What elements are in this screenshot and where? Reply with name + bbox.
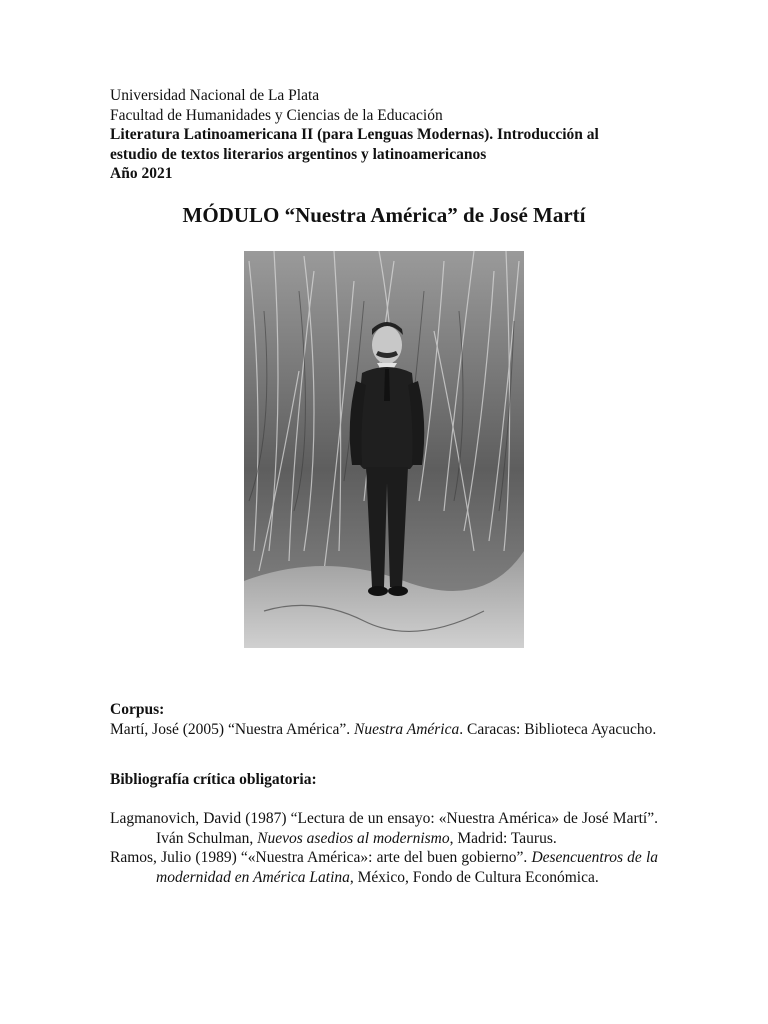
- portrait-photo: [244, 251, 524, 648]
- ref-text: Ramos, Julio (1989) “«Nuestra América»: arte del buen gobierno”.: [110, 849, 532, 866]
- module-title: MÓDULO “Nuestra América” de José Martí: [182, 203, 586, 227]
- corpus-section: [110, 700, 658, 739]
- bibliography-ref: [110, 809, 658, 848]
- bibliography-heading: Bibliografía crítica obligatoria:: [110, 771, 317, 788]
- course-title-line-2: estudio de textos literarios argentinos y latinoamericanos: [110, 145, 487, 163]
- ref-text: Martí, José (2005) “Nuestra América”.: [110, 720, 355, 738]
- course-year: Año 2021: [110, 165, 173, 182]
- university-name: Universidad Nacional de La Plata: [110, 87, 320, 104]
- bibliography-ref: [110, 848, 658, 887]
- ref-text: Lagmanovich, David (1987) “Lectura de un ensayo: «Nuestra América» de José Martí”. Iván Schulman,: [110, 810, 658, 847]
- ref-title-italic: Desencuentros de la modernidad en América Latina: [156, 849, 658, 886]
- document-header: [110, 86, 670, 184]
- ref-text: , México, Fondo de Cultura Económica.: [349, 868, 599, 886]
- bibliography-section: [110, 770, 658, 887]
- ref-title-italic: Nuestra América: [354, 720, 460, 738]
- corpus-reference: [110, 720, 658, 740]
- course-title-line-1: Literatura Latinoamericana II (para Lenguas Modernas). Introducción al: [110, 126, 599, 143]
- ref-title-italic: Nuevos asedios al modernismo: [257, 829, 450, 847]
- corpus-heading: Corpus:: [110, 701, 165, 718]
- ref-text: , Madrid: Taurus.: [449, 829, 557, 847]
- ref-text: . Caracas: Biblioteca Ayacucho.: [459, 720, 657, 738]
- faculty-name: Facultad de Humanidades y Ciencias de la Educación: [110, 106, 443, 124]
